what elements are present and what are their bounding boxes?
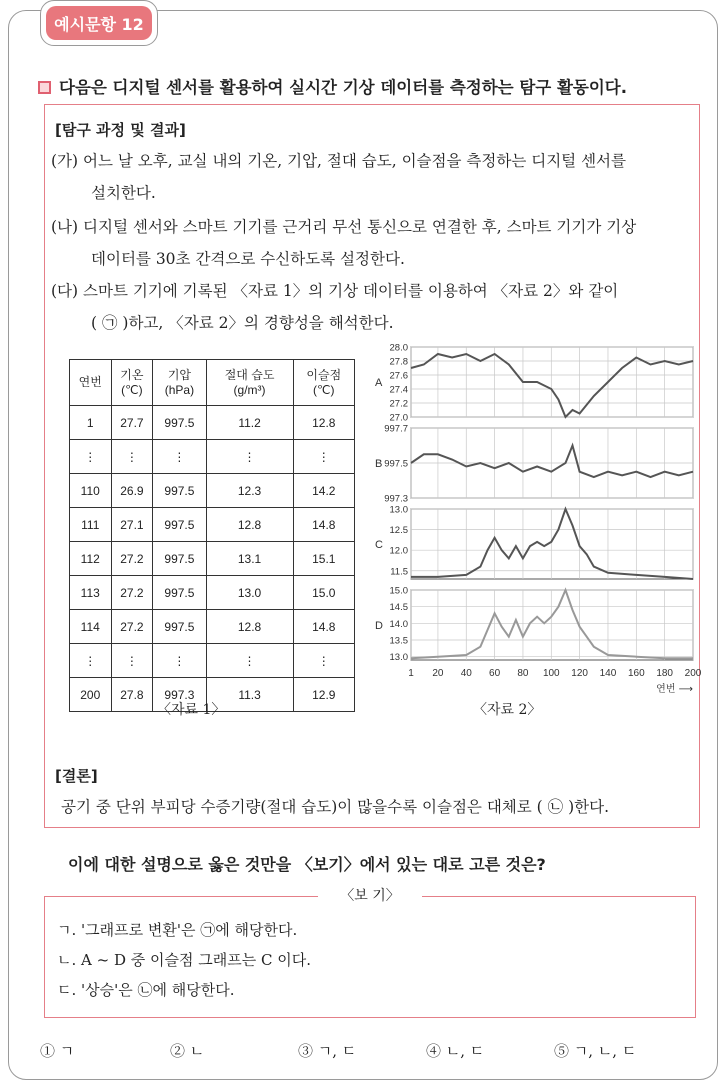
table-cell: 11.2 [206,406,293,440]
table-cell: ⋮ [206,644,293,678]
chart-y-tick-label: 27.0 [389,412,408,424]
table-cell: 12.9 [293,678,354,712]
table-cell: ⋮ [293,644,354,678]
table-header-cell [206,360,293,406]
table-cell: 15.1 [293,542,354,576]
table-cell: ⋮ [70,644,112,678]
table-cell: 111 [70,508,112,542]
chart-panel-frame [411,590,693,660]
choice-5[interactable]: ⑤ ㄱ, ㄴ, ㄷ [554,1042,637,1060]
table-header-text: (℃) [313,382,335,397]
step-da-line1: (다) 스마트 기기에 기록된 〈자료 1〉의 기상 데이터를 이용하여 〈자료 2〉와 같이 [51,282,619,300]
chart-x-axis-label: 연번 ⟶ [656,684,693,695]
table-header-cell [111,360,153,406]
table-header-cell [153,360,206,406]
step-na-line1: (나) 디지털 센서와 스마트 기기를 근거리 무선 통신으로 연결한 후, 스마트 기기가 기상 [51,218,637,236]
table-header-row [70,360,355,406]
step-ga-line1: (가) 어느 날 오후, 교실 내의 기온, 기압, 절대 습도, 이슬점을 측정하는 디지털 센서를 [51,152,626,170]
chart-y-tick-label: 13.5 [389,635,408,647]
table-cell: 27.2 [111,576,153,610]
chart-x-tick-label: 60 [489,668,501,679]
table-cell: 14.8 [293,610,354,644]
bogi-label: 〈보 기〉 [318,885,422,905]
chart-x-tick-label: 200 [684,668,702,679]
table-cell: 997.5 [153,508,206,542]
table-row [70,644,355,678]
table-cell: 997.5 [153,610,206,644]
table-row [70,440,355,474]
table-cell: ⋮ [153,440,206,474]
chart-x-tick-label: 40 [460,668,472,679]
table-header-text: 기온 [120,367,144,382]
chart-y-tick-label: 997.7 [384,423,408,435]
table-cell: 200 [70,678,112,712]
chart-panel-label: C [375,539,383,551]
step-na-line2: 데이터를 30초 간격으로 수신하도록 설정한다. [91,250,405,268]
chart-x-tick-label: 80 [517,668,529,679]
table-header-cell [70,360,112,406]
chart-x-tick-label: 100 [542,668,560,679]
table-cell: 27.2 [111,610,153,644]
caption-data-1: 〈자료 1〉 [157,702,226,718]
table-cell: 11.3 [206,678,293,712]
choice-3[interactable]: ③ ㄱ, ㄷ [298,1042,357,1060]
chart-x-tick-label: 140 [599,668,617,679]
table-header-text: 절대 습도 [224,367,275,382]
chart-y-tick-label: 13.0 [389,504,408,516]
table-cell: 27.2 [111,542,153,576]
table-cell: 997.5 [153,474,206,508]
chart-x-tick-label: 1 [408,668,414,679]
table-cell: 13.0 [206,576,293,610]
table-cell: 114 [70,610,112,644]
table-cell: 1 [70,406,112,440]
table-row [70,508,355,542]
choice-2[interactable]: ② ㄴ [170,1042,205,1060]
table-row [70,576,355,610]
chart-y-tick-label: 27.8 [389,356,408,368]
table-cell: 997.5 [153,542,206,576]
bogi-item-3: ㄷ. '상승'은 ㉡에 해당한다. [57,981,235,999]
conclusion-text: 공기 중 단위 부피당 수증기량(절대 습도)이 많을수록 이슬점은 대체로 ( ㉡ )한다. [61,798,610,816]
table-header-text: 기압 [167,367,192,382]
chart-y-tick-label: 13.0 [389,652,408,664]
table-cell: 997.5 [153,406,206,440]
table-header-text: (℃) [121,382,143,397]
square-bullet-icon [38,81,51,94]
chart-y-tick-label: 27.2 [389,398,408,410]
table-cell: 12.8 [206,508,293,542]
table-cell: 13.1 [206,542,293,576]
question-prompt: 이에 대한 설명으로 옳은 것만을 〈보기〉에서 있는 대로 고른 것은? [68,855,546,874]
table-cell: 997.3 [153,678,206,712]
chart-x-tick-label: 20 [432,668,444,679]
chart-panel-frame [411,509,693,579]
data-table [69,359,355,712]
table-cell: 997.5 [153,576,206,610]
question-number-badge [40,0,158,46]
table-row [70,610,355,644]
chart-y-tick-label: 27.4 [389,384,408,396]
table-cell: 14.2 [293,474,354,508]
table-cell: 27.1 [111,508,153,542]
table-cell: 112 [70,542,112,576]
table-cell: 27.7 [111,406,153,440]
inquiry-box [44,104,700,828]
table-cell: 27.8 [111,678,153,712]
conclusion-heading: [결론] [55,767,98,785]
chart-y-tick-label: 27.6 [389,370,408,382]
process-heading: [탐구 과정 및 결과] [55,121,186,139]
step-ga-line2: 설치한다. [91,184,156,202]
table-row [70,542,355,576]
table-row [70,406,355,440]
table-cell: ⋮ [293,440,354,474]
table-cell: ⋮ [206,440,293,474]
choice-1[interactable]: ① ㄱ [40,1042,75,1060]
table-body [70,406,355,712]
line-charts [321,341,702,695]
table-cell: 12.8 [293,406,354,440]
table-header-text: (g/m³) [233,382,266,397]
chart-y-tick-label: 28.0 [389,342,408,354]
chart-panel-label: B [375,458,383,470]
chart-x-tick-label: 160 [627,668,645,679]
bogi-item-1: ㄱ. '그래프로 변환'은 ㉠에 해당한다. [57,921,298,939]
bogi-box [44,888,696,1018]
bogi-item-2: ㄴ. A ~ D 중 이슬점 그래프는 C 이다. [57,951,311,969]
chart-y-tick-label: 997.3 [384,493,408,505]
table-cell: 110 [70,474,112,508]
question-title-text: 다음은 디지털 센서를 활용하여 실시간 기상 데이터를 측정하는 탐구 활동이다. [59,78,628,97]
badge-label: 예시문항 12 [46,6,152,40]
chart-x-tick-label: 120 [571,668,588,679]
table-cell: ⋮ [153,644,206,678]
chart-y-tick-label: 14.5 [389,602,408,614]
chart-panel-label: D [375,620,383,632]
chart-x-tick-label: 180 [656,668,674,679]
chart-y-tick-label: 11.5 [390,566,408,578]
table-cell: 14.8 [293,508,354,542]
table-cell: ⋮ [111,440,153,474]
table-cell: ⋮ [111,644,153,678]
chart-y-tick-label: 12.0 [389,545,408,557]
caption-data-2: 〈자료 2〉 [473,702,542,718]
chart-y-tick-label: 12.5 [389,525,408,537]
table-cell: 26.9 [111,474,153,508]
table-cell: 15.0 [293,576,354,610]
chart-y-tick-label: 997.5 [384,458,408,470]
table-cell: 113 [70,576,112,610]
chart-area [321,341,702,695]
table-cell: 12.8 [206,610,293,644]
chart-y-tick-label: 14.0 [389,618,408,630]
table-cell: 12.3 [206,474,293,508]
chart-panel-label: A [375,377,383,389]
table-row [70,474,355,508]
chart-y-tick-label: 15.0 [389,585,408,597]
table-header-text: 이슬점 [306,367,342,382]
choice-4[interactable]: ④ ㄴ, ㄷ [426,1042,485,1060]
question-title [38,74,627,98]
table-cell: ⋮ [70,440,112,474]
step-da-line2: ( ㉠ )하고, 〈자료 2〉의 경향성을 해석한다. [91,314,394,332]
table-header-text: 연번 [78,375,102,389]
table-header-text: (hPa) [164,382,195,397]
